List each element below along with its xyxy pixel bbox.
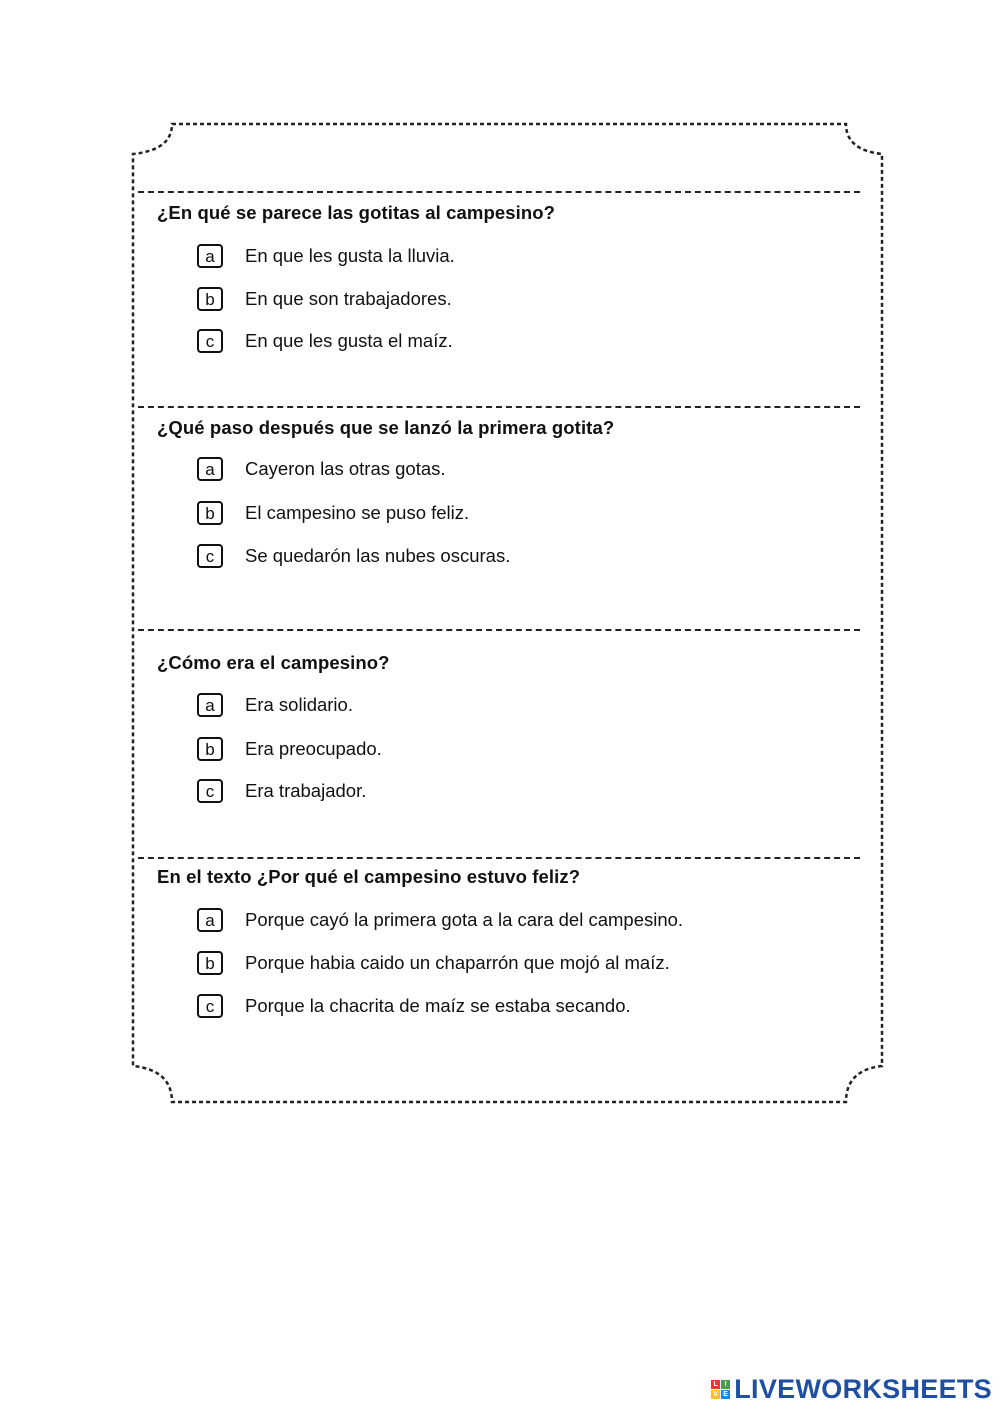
logo-mark-letter: L [711,1380,720,1389]
option-3b[interactable] [197,736,382,762]
option-letter-box: c [197,329,223,353]
question-3: ¿Cómo era el campesino? [157,652,390,673]
option-letter-box: a [197,457,223,481]
option-text: En que les gusta la lluvia. [245,245,455,266]
option-text: Se quedarón las nubes oscuras. [245,545,511,566]
question-1: ¿En qué se parece las gotitas al campesino? [157,202,556,223]
option-2b[interactable] [197,500,469,526]
option-text: Era trabajador. [245,780,367,801]
option-4c[interactable] [197,993,631,1019]
option-text: Porque la chacrita de maíz se estaba secando. [245,995,631,1016]
option-text: Cayeron las otras gotas. [245,458,446,479]
option-letter-box: a [197,908,223,932]
option-letter-box: a [197,693,223,717]
option-letter-box: b [197,951,223,975]
logo-mark-letter: I [721,1380,730,1389]
question-2: ¿Qué paso después que se lanzó la primera gotita? [157,417,615,438]
option-letter-box: c [197,544,223,568]
option-text: Porque habia caido un chaparrón que mojó al maíz. [245,952,670,973]
option-3a[interactable] [197,692,353,718]
option-text: Era solidario. [245,694,353,715]
option-4b[interactable] [197,950,670,976]
logo-mark-letter: V [711,1390,720,1399]
option-1a[interactable] [197,243,455,269]
option-2c[interactable] [197,543,510,569]
option-1b[interactable] [197,286,452,312]
option-letter-box: b [197,287,223,311]
option-text: Porque cayó la primera gota a la cara del campesino. [245,909,684,930]
option-text: En que les gusta el maíz. [245,330,453,351]
logo-mark-letter: E [721,1390,730,1399]
liveworksheets-logo [711,1374,992,1405]
section-divider [138,857,860,859]
option-letter-box: c [197,779,223,803]
section-divider [138,629,860,631]
option-3c[interactable] [197,778,366,804]
option-text: Era preocupado. [245,738,382,759]
section-divider [138,406,860,408]
option-1c[interactable] [197,328,453,354]
option-letter-box: c [197,994,223,1018]
option-4a[interactable] [197,907,683,933]
option-text: En que son trabajadores. [245,288,452,309]
section-divider [138,191,860,193]
option-letter-box: b [197,737,223,761]
question-4: En el texto ¿Por qué el campesino estuvo feliz? [157,866,581,887]
brand-name: LIVEWORKSHEETS [734,1374,992,1404]
option-letter-box: b [197,501,223,525]
option-2a[interactable] [197,456,446,482]
option-text: El campesino se puso feliz. [245,502,470,523]
option-letter-box: a [197,244,223,268]
liveworksheets-mark-icon [711,1380,730,1399]
